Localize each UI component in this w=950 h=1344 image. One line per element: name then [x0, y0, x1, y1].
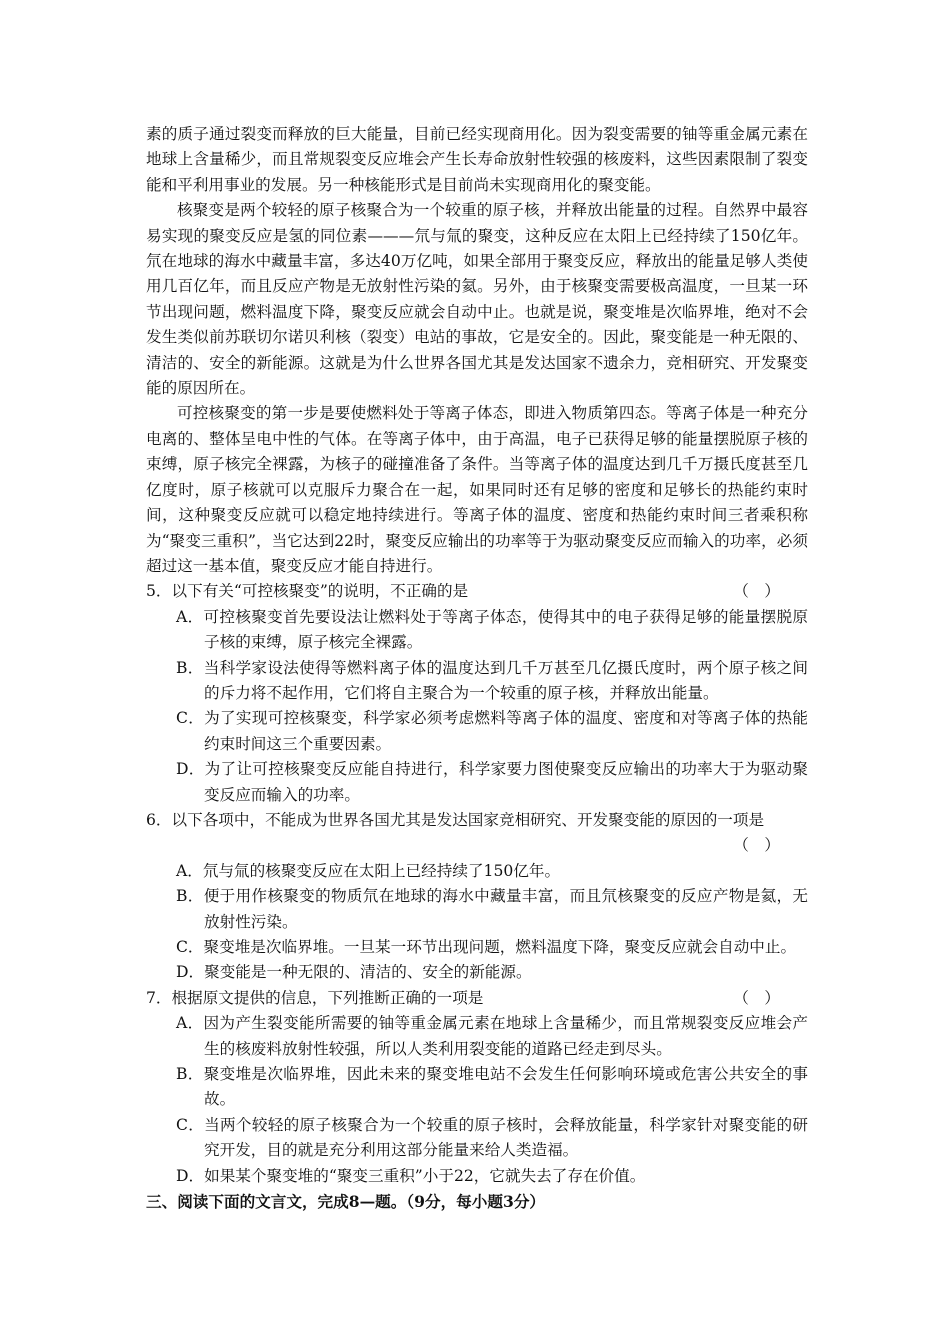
question-7-option-b: B．聚变堆是次临界堆，因此未来的聚变堆电站不会发生任何影响环境或危害公共安全的事故。 [176, 1065, 808, 1109]
question-6-option-b: B．便于用作核聚变的物质氘在地球的海水中藏量丰富，而且氘核聚变的反应产物是氦，无放射性污染。 [176, 887, 808, 931]
question-7-option-c: C．当两个较轻的原子核聚合为一个较重的原子核时，会释放能量，科学家针对聚变能的研究开发，目的就是充分利用这部分能量来给人类造福。 [176, 1115, 808, 1160]
question-5 [146, 579, 808, 604]
question-5-option-d: D．为了让可控核聚变反应能自持进行，科学家要力图使聚变反应输出的功率大于为驱动聚变反应而输入的功率。 [176, 760, 808, 804]
question-6-stem: 6．以下各项中，不能成为世界各国尤其是发达国家竞相研究、开发聚变能的原因的一项是 [146, 810, 765, 829]
passage-paragraph-3: 可控核聚变的第一步是要使燃料处于等离子体态，即进入物质第四态。等离子体是一种充分电离的、整体呈电中性的气体。在等离子体中，由于高温，电子已获得足够的能量摆脱原子核的束缚，原子核完全裸露，为核子的碰撞准备了条件。当等离子体的温度达到几千万摄氏度甚至几亿度时，原子核就可以克服斥力聚合在一起，如果同时还有足够的密度和足够长的热能约束时间，这种聚变反应就可以稳定地持续进行。等离子体的温度、密度和热能约束时间三者乘积称为“聚变三重积”，当它达到22时，聚变反应输出的功率等于为驱动聚变反应而输入的功率，必须超过这一基本值，聚变反应才能自持进行。 [146, 404, 808, 575]
question-5-option-a: A．可控核聚变首先要设法让燃料处于等离子体态，使得其中的电子获得足够的能量摆脱原子核的束缚，原子核完全裸露。 [176, 607, 808, 652]
question-5-option-b: B．当科学家设法使得等燃料离子体的温度达到几千万甚至几亿摄氏度时，两个原子核之间的斥力将不起作用，它们将自主聚合为一个较重的原子核，并释放出能量。 [176, 658, 808, 702]
question-7-option-a: A．因为产生裂变能所需要的铀等重金属元素在地球上含量稀少，而且常规裂变反应堆会产生的核废料放射性较强，所以人类利用裂变能的道路已经走到尽头。 [176, 1014, 808, 1058]
question-7-option-d: D．如果某个聚变堆的“聚变三重积”小于22，它就失去了存在价值。 [176, 1166, 646, 1185]
question-6-option-d: D．聚变能是一种无限的、清洁的、安全的新能源。 [176, 963, 532, 982]
section-3-heading: 三、阅读下面的文言文，完成8—题。（9分，每小题3分） [146, 1192, 546, 1212]
question-6-option-a: A．氘与氚的核聚变反应在太阳上已经持续了150亿年。 [176, 861, 561, 880]
question-5-answer-blank: （ ） [733, 582, 780, 601]
question-7-answer-blank: （ ） [733, 988, 780, 1007]
passage-paragraph-1: 素的质子通过裂变而释放的巨大能量，目前已经实现商用化。因为裂变需要的铀等重金属元素在地球上含量稀少，而且常规裂变反应堆会产生长寿命放射性较强的核废料，这些因素限制了裂变能和平利用事业的发展。另一种核能形式是目前尚未实现商用化的聚变能。 [146, 125, 808, 194]
question-7 [146, 986, 808, 1011]
passage-paragraph-2: 核聚变是两个较轻的原子核聚合为一个较重的原子核，并释放出能量的过程。自然界中最容易实现的聚变反应是氢的同位素———氘与氚的聚变，这种反应在太阳上已经持续了150亿年。氘在地球的海水中藏量丰富，多达40万亿吨，如果全部用于聚变反应，释放出的能量足够人类使用几百亿年，而且反应产物是无放射性污染的氦。另外，由于核聚变需要极高温度，一旦某一环节出现问题，燃料温度下降，聚变反应就会自动中止。也就是说，聚变堆是次临界堆，绝对不会发生类似前苏联切尔诺贝利核（裂变）电站的事故，它是安全的。因此，聚变能是一种无限的、清洁的、安全的新能源。这就是为什么世界各国尤其是发达国家不遗余力，竞相研究、开发聚变能的原因所在。 [146, 201, 808, 398]
question-7-stem: 7．根据原文提供的信息，下列推断正确的一项是 [146, 988, 484, 1007]
question-6-answer-blank: （ ） [733, 836, 780, 855]
question-5-option-c: C．为了实现可控核聚变，科学家必须考虑燃料等离子体的温度、密度和对等离子体的热能约束时间这三个重要因素。 [176, 709, 808, 753]
question-5-stem: 5．以下有关“可控核聚变”的说明，不正确的是 [146, 582, 469, 601]
exam-page [146, 122, 808, 1214]
question-6-option-c: C．聚变堆是次临界堆。一旦某一环节出现问题，燃料温度下降，聚变反应就会自动中止。 [176, 938, 797, 956]
